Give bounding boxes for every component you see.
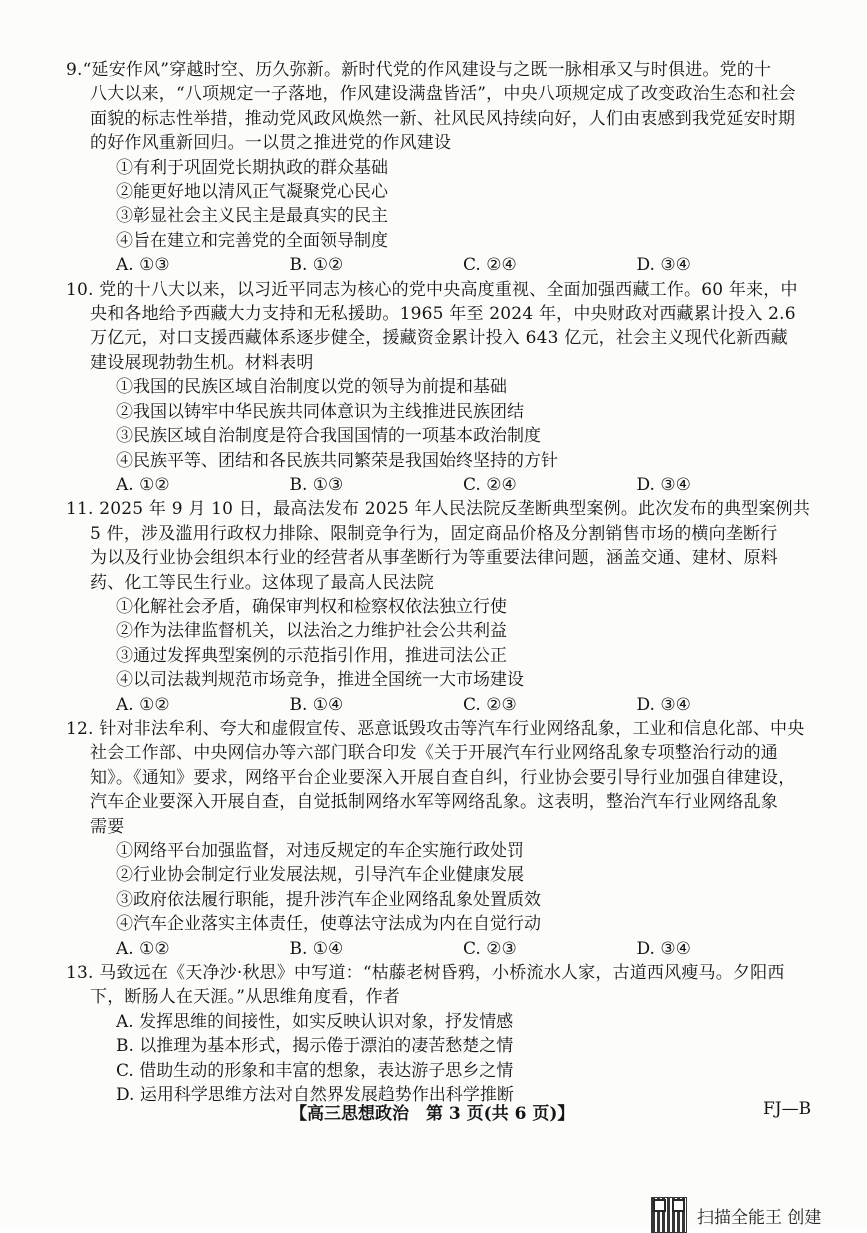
question-stem-line: 社会工作部、中央网信办等六部门联合印发《关于开展汽车行业网络乱象专项整治行动的通 [90,743,778,764]
question-stem-line: 为以及行业协会组织本行业的经营者从事垄断行为等重要法律问题，涵盖交通、建材、原料 [90,548,778,569]
question-stem-first-line: 12. 针对非法牟利、夸大和虚假宣传、恶意诋毁攻击等汽车行业网络乱象，工业和信息化部、中央 [66,718,805,739]
question-option: ④民族平等、团结和各民族共同繁荣是我国始终坚持的方针 [116,450,558,471]
question-option: ②我国以铸牢中华民族共同体意识为主线推进民族团结 [116,401,524,422]
answer-choice: B. ①④ [289,694,344,715]
question-stem-first-line: 10. 党的十八大以来，以习近平同志为核心的党中央高度重视、全面加强西藏工作。60 年来，中 [66,279,798,300]
question-option: D. 运用科学思维方法对自然界发展趋势作出科学推断 [116,1085,514,1106]
question-option: ④汽车企业落实主体责任，使尊法守法成为内在自觉行动 [116,914,541,935]
question-stem-first-line: 13. 马致远在《天净沙·秋思》中写道：“枯藤老树昏鸦，小桥流水人家，古道西风瘦马。夕阳西 [66,963,785,984]
question-block [66,717,810,961]
question-stem-line: 药、化工等民生行业。这体现了最高人民法院 [90,572,434,593]
questions-container [66,58,811,1107]
answer-choice: C. ②③ [463,694,517,715]
footer-code: FJ—B [763,1099,812,1119]
question-stem-line: 知》。《通知》要求，网络平台企业要深入开展自查自纠，行业协会要引导行业加强自律建设， [90,767,796,788]
question-option: ④旨在建立和完善党的全面领导制度 [116,230,388,251]
answer-choice: B. ①④ [289,938,344,959]
question-stem-first-line: 9.“延安作风”穿越时空、历久弥新。新时代党的作风建设与之既一脉相承又与时俱进。党的十 [66,60,772,80]
question-block [66,278,810,498]
question-option: A. 发挥思维的间接性，如实反映认识对象，抒发情感 [116,1011,514,1032]
answer-choice: C. ②④ [463,474,517,495]
answer-choice: A. ①③ [116,255,170,276]
question-option: ②能更好地以清风正气凝聚党心民心 [116,182,388,203]
question-option: ③彰显社会主义民主是最真实的民主 [116,206,388,227]
question-option: ①有利于巩固党长期执政的群众基础 [116,157,388,178]
question-stem-line: 需要 [90,816,125,837]
question-stem-line: 汽车企业要深入开展自查，自觉抵制网络水军等网络乱象。这表明，整治汽车行业网络乱象 [90,792,778,813]
answer-choice: C. ②③ [463,938,517,959]
answer-choices-row [90,473,810,497]
question-stem-line: 八大以来，“八项规定一子落地，作风建设满盘皆活”，中央八项规定成了改变政治生态和社会 [90,84,796,105]
answer-choice: D. ③④ [636,255,691,276]
question-option: ③通过发挥典型案例的示范指引作用，推进司法公正 [116,645,507,666]
question-block [66,497,811,717]
answer-choice: B. ①② [289,255,344,276]
question-stem-first-line: 11. 2025 年 9 月 10 日，最高法发布 2025 年人民法院反垄断典型案例。此次发布的典型案例共 [66,499,811,520]
question-option: ③政府依法履行职能，提升涉汽车企业网络乱象处置质效 [116,889,541,910]
answer-choices-row [90,253,810,277]
question-block [66,58,810,278]
question-option: ②作为法律监督机关，以法治之力维护社会公共利益 [116,621,507,642]
question-option: ②行业协会制定行业发展法规，引导汽车企业健康发展 [116,865,524,886]
question-option: ③民族区域自治制度是符合我国国情的一项基本政治制度 [116,426,541,447]
question-stem-line: 下，断肠人在天涯。”从思维角度看，作者 [90,987,400,1008]
answer-choice: B. ①③ [289,474,344,495]
answer-choice: A. ①② [116,474,170,495]
answer-choice: D. ③④ [636,474,691,495]
question-block [66,961,810,1107]
question-option: ④以司法裁判规范市场竞争，推进全国统一大市场建设 [116,670,524,691]
question-option: ①我国的民族区域自治制度以党的领导为前提和基础 [116,377,507,398]
answer-choice: A. ①② [116,694,170,715]
question-stem-line: 5 件，涉及滥用行政权力排除、限制竞争行为，固定商品价格及分割销售市场的横向垄断行 [90,523,778,544]
question-stem-line: 建设展现勃勃生机。材料表明 [90,352,314,373]
question-stem-line: 万亿元，对口支援西藏体系逐步健全，援藏资金累计投入 643 亿元，社会主义现代化新西藏 [90,328,788,349]
question-stem-line: 央和各地给予西藏大力支持和无私援助。1965 年至 2024 年，中央财政对西藏累计投入 2.6 [90,304,796,325]
answer-choice: D. ③④ [636,694,691,715]
question-option: C. 借助生动的形象和丰富的想象，表达游子思乡之情 [116,1060,514,1081]
question-stem-line: 的好作风重新回归。一以贯之推进党的作风建设 [90,133,452,154]
answer-choices-row [90,937,810,961]
answer-choices-row [90,693,810,717]
question-option: B. 以推理为基本形式，揭示倦于漂泊的凄苦愁楚之情 [116,1036,514,1057]
question-option: ①网络平台加强监督，对违反规定的车企实施行政处罚 [116,841,524,861]
question-stem-line: 面貌的标志性举措，推动党风政风焕然一新、社风民风持续向好，人们由衷感到我党延安时期 [90,108,796,129]
question-option: ①化解社会矛盾，确保审判权和检察权依法独立行使 [116,596,507,617]
answer-choice: A. ①② [116,938,170,959]
answer-choice: D. ③④ [636,938,691,959]
answer-choice: C. ②④ [463,255,517,276]
scanner-label: 扫描全能王 创建 [697,1207,822,1228]
footer-page-info: 【高三思想政治 第 3 页(共 6 页)】 [290,1104,575,1124]
